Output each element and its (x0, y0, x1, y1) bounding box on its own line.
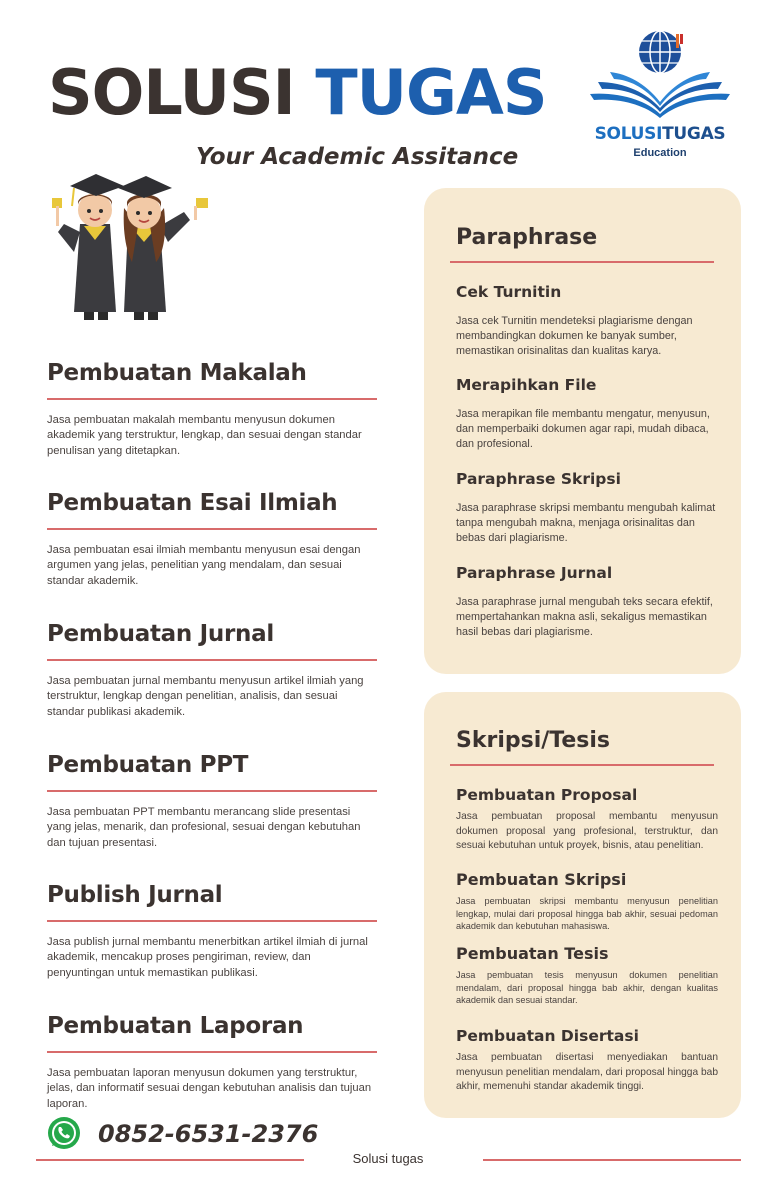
card-item-paraphrase-jurnal (456, 564, 718, 640)
brand-logo (584, 26, 736, 166)
card-item-proposal (456, 786, 718, 854)
page-title (48, 56, 547, 129)
card-item-skripsi (456, 870, 718, 933)
item-description: Jasa pembuatan tesis menyusun dokumen penelitian mendalam, dari proposal hingga bab akhir, dengan kualitas akademik dan sesuai standar. (456, 970, 718, 1005)
tagline: Your Academic Assitance (196, 144, 519, 170)
service-ppt (47, 752, 377, 851)
globe-book-icon (584, 26, 736, 126)
service-title: Pembuatan Laporan (47, 1013, 304, 1039)
footer-divider-right (483, 1159, 741, 1161)
card-item-tesis (456, 944, 718, 1007)
service-esai-ilmiah (47, 490, 377, 589)
service-makalah (47, 360, 377, 459)
footer-divider-left (36, 1159, 304, 1161)
item-description: Jasa pembuatan proposal membantu menyusun dokumen proposal yang profesional, terstruktur, dan sesuai kebutuhan untuk proyek, bisnis, atau penelitian. (456, 811, 718, 851)
item-title: Paraphrase Jurnal (456, 564, 613, 582)
item-title: Cek Turnitin (456, 283, 562, 301)
phone-number[interactable]: 0852-6531-2376 (98, 1120, 319, 1148)
item-description: Jasa merapikan file membantu mengatur, menyusun, dan memperbaiki dokumen agar rapi, mudah dibaca, dan profesional. (456, 408, 710, 450)
service-publish-jurnal (47, 882, 377, 981)
item-title: Pembuatan Disertasi (456, 1027, 639, 1045)
divider (47, 920, 377, 922)
logo-subtitle: Education (633, 147, 687, 159)
service-laporan (47, 1013, 377, 1112)
skripsi-tesis-card (424, 692, 741, 1118)
divider (47, 398, 377, 400)
logo-word-solusi: SOLUSI (594, 124, 663, 144)
service-description: Jasa pembuatan jurnal membantu menyusun artikel ilmiah yang terstruktur, lengkap dengan penelitian, analisis, dan sesuai standar publikasi akademik. (47, 674, 364, 718)
service-title: Pembuatan PPT (47, 752, 249, 778)
divider (47, 790, 377, 792)
item-title: Pembuatan Skripsi (456, 870, 627, 889)
divider (47, 528, 377, 530)
service-title: Pembuatan Esai Ilmiah (47, 490, 338, 516)
item-description: Jasa pembuatan skripsi membantu menyusun penelitian lengkap, mulai dari proposal hingga bab akhir, sesuai pedoman akademik dan kebutuhan mahasiswa. (456, 896, 718, 931)
service-title: Pembuatan Makalah (47, 360, 307, 386)
item-title: Merapihkan File (456, 376, 597, 394)
card-title: Paraphrase (456, 225, 598, 250)
logo-word-tugas: TUGAS (662, 124, 726, 144)
service-title: Pembuatan Jurnal (47, 621, 274, 647)
service-description: Jasa pembuatan laporan menyusun dokumen yang terstruktur, jelas, dan informatif sesuai dengan kebutuhan analisis dan tujuan laporan. (47, 1066, 372, 1110)
item-title: Pembuatan Proposal (456, 786, 638, 804)
footer-text: Solusi tugas (352, 1151, 424, 1166)
item-description: Jasa paraphrase skripsi membantu mengubah kalimat tanpa mengubah makna, menjaga orisinalitas dan bebas dari plagiarisme. (456, 502, 716, 544)
service-description: Jasa pembuatan makalah membantu menyusun dokumen akademik yang terstruktur, lengkap, dan sesuai dengan standar penulisan yang ditetapkan. (47, 413, 362, 457)
divider (47, 659, 377, 661)
card-item-merapihkan-file (456, 376, 718, 452)
item-title: Paraphrase Skripsi (456, 470, 621, 488)
paraphrase-card (424, 188, 741, 674)
graduates-illustration (44, 162, 216, 331)
card-divider (450, 261, 714, 263)
title-tugas: TUGAS (315, 56, 547, 129)
card-item-paraphrase-skripsi (456, 470, 718, 546)
title-solusi: SOLUSI (48, 56, 295, 129)
graduates-icon (44, 162, 216, 326)
service-description: Jasa pembuatan PPT membantu merancang slide presentasi yang jelas, menarik, dan profesional, sesuai dengan kebutuhan dan tujuan presentasi. (47, 805, 361, 849)
card-divider (450, 764, 714, 766)
service-description: Jasa publish jurnal membantu menerbitkan artikel ilmiah di jurnal akademik, mencakup proses pengiriman, review, dan penyuntingan untuk memastikan publikasi. (47, 935, 368, 979)
service-title: Publish Jurnal (47, 882, 223, 908)
card-item-disertasi (456, 1027, 718, 1095)
item-title: Pembuatan Tesis (456, 944, 609, 963)
divider (47, 1051, 377, 1053)
card-item-cek-turnitin (456, 283, 718, 359)
item-description: Jasa pembuatan disertasi menyediakan bantuan menyusun penelitian mendalam, dari proposal hingga bab akhir, memenuhi standar akademik tinggi. (456, 1052, 718, 1092)
logo-wordmark (584, 124, 736, 144)
whatsapp-icon[interactable] (46, 1115, 82, 1151)
card-title: Skripsi/Tesis (456, 728, 611, 753)
service-description: Jasa pembuatan esai ilmiah membantu menyusun esai dengan argumen yang jelas, penelitian yang mendalam, dan sesuai standar akademik. (47, 543, 361, 587)
item-description: Jasa cek Turnitin mendeteksi plagiarisme dengan membandingkan dokumen ke banyak sumber, memastikan orisinalitas dan kualitas karya. (456, 315, 693, 357)
service-jurnal (47, 621, 377, 720)
item-description: Jasa paraphrase jurnal mengubah teks secara efektif, mempertahankan makna asli, sekaligus memastikan hasil bebas dari plagiarisme. (456, 596, 713, 638)
